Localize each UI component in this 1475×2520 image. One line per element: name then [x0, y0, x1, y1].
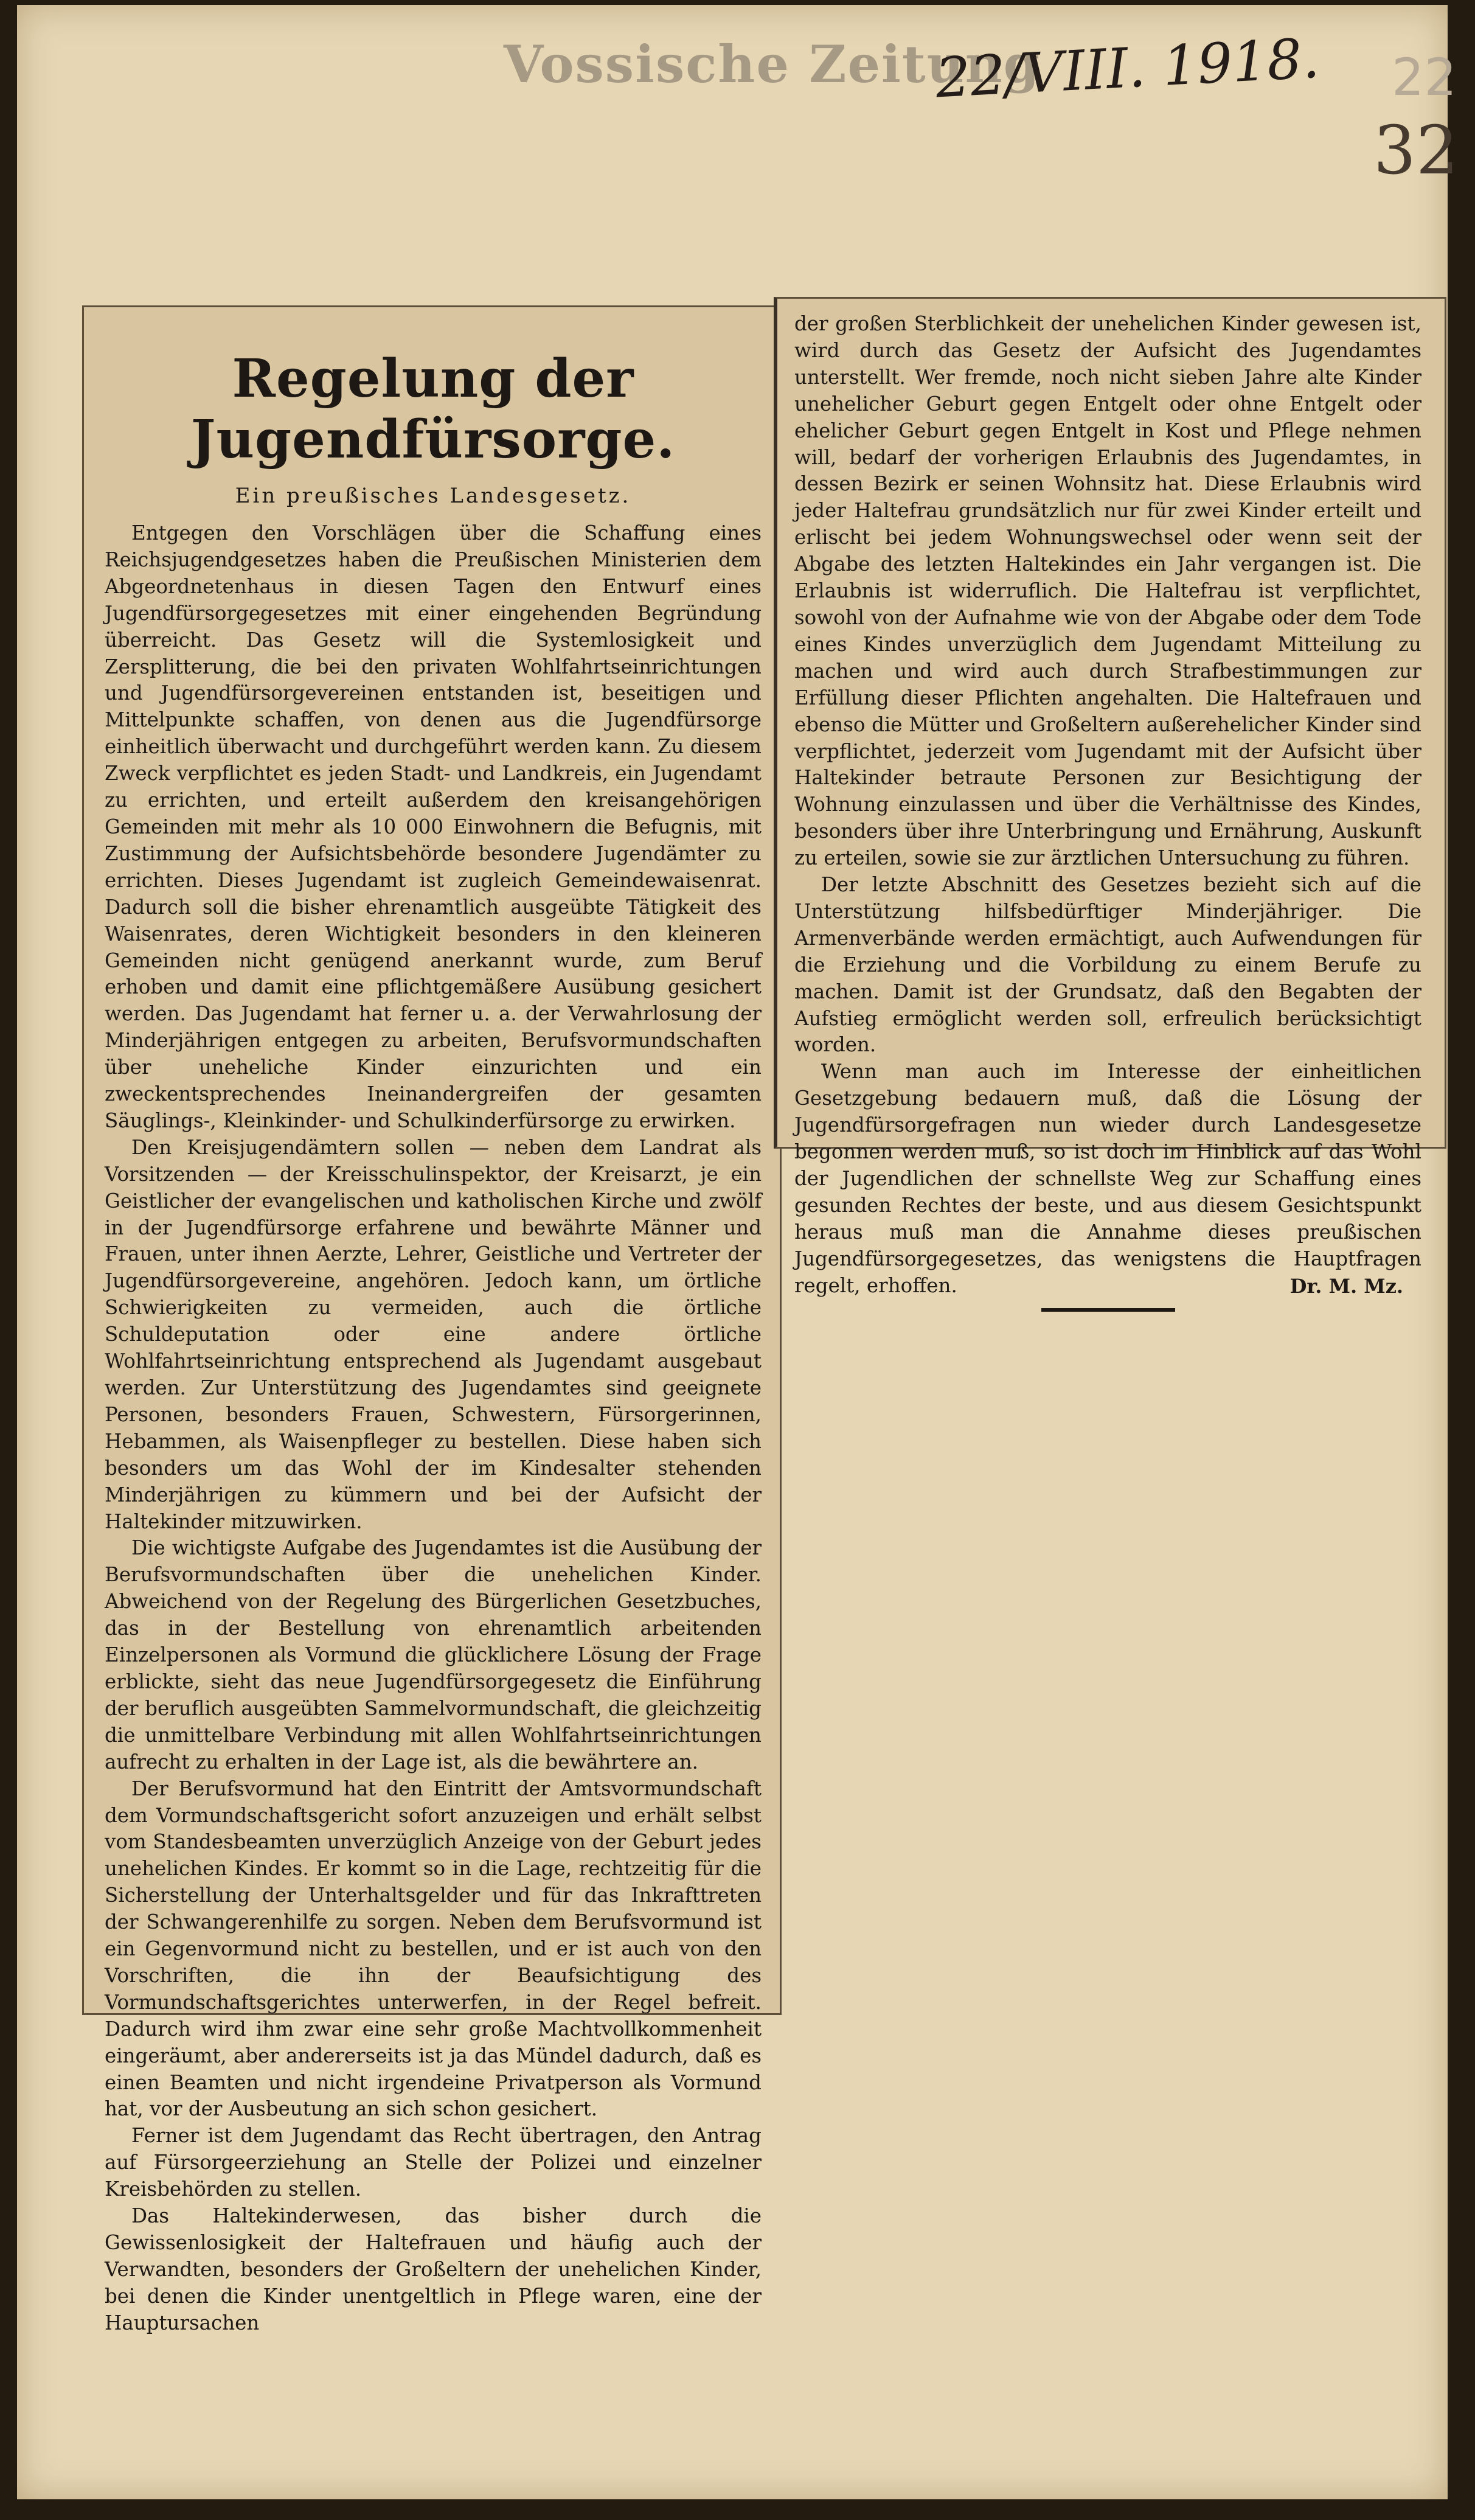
article-subtitle: Ein preußisches Landesgesetz.	[235, 484, 631, 508]
paragraph: Wenn man auch im Interesse der einheitlichen Gesetzgebung bedauern muß, daß die Lösung der Jugendfürsorgefragen nun wieder durch Landesgesetze begonnen werden muß, so ist doch im Hinblick auf das Wohl der Jugendlichen der schnellste Weg zur Schaffung eines gesunden Rechtes der beste, und aus diesem Gesichtspunkt heraus muß man die Annahme dieses preußischen Jugendfürsorgegesetzes, das wenigstens die Hauptfragen regelt, erhoffen.	[794, 1060, 1421, 1297]
author-signature: Dr. M. Mz.	[1289, 1274, 1403, 1298]
handwritten-date: 22/VIII. 1918.	[934, 26, 1321, 111]
clipping-right-column	[774, 297, 1446, 1298]
paragraph: Der letzte Abschnitt des Gesetzes bezieht sich auf die Unterstützung hilfsbedürftiger Minderjähriger. Die Armenverbände werden ermächtigt, auch Aufwendungen für die Erziehung und die Vorbildung zu einem Berufe zu machen. Damit ist der Grundsatz, daß den Begabten der Aufstieg ermöglicht werden soll, erfreulich berücksichtigt worden.	[794, 873, 1421, 1057]
paragraph: der großen Sterblichkeit der unehelichen Kinder gewesen ist, wird durch das Gesetz der Aufsicht des Jugendamtes unterstellt. Wer fremde, noch nicht sieben Jahre alte Kinder unehelicher Geburt gegen Entgelt oder ohne Entgelt oder ehelicher Geburt gegen Entgelt in Kost und Pflege nehmen will, bedarf der vorherigen Erlaubnis des Jugendamtes, in dessen Bezirk er seinen Wohnsitz hat. Diese Erlaubnis wird jeder Haltefrau grundsätzlich nur für zwei Kinder erteilt und erlischt bei jedem Wohnungswechsel oder wenn seit der Abgabe des letzten Haltekindes ein Jahr vergangen ist. Die Erlaubnis ist widerruflich. Die Haltefrau ist verpflichtet, sowohl von der Aufnahme wie von der Abgabe oder dem Tode eines Kindes unverzüglich dem Jugendamt Mitteilung zu machen und wird auch durch Strafbestimmungen zur Erfüllung dieser Pflichten angehalten. Die Haltefrauen und ebenso die Mütter und Großeltern außerehelicher Kinder sind verpflichtet, jederzeit vom Jugendamt mit der Aufsicht über Haltekinder betraute Personen zur Besichtigung der Wohnung einzulassen und über die Verhältnisse des Kindes, besonders über ihre Unterbringung und Ernährung, Auskunft zu erteilen, sowie sie zur ärztlichen Untersuchung zu führen.	[794, 312, 1421, 870]
faded-archive-number: 22	[1392, 47, 1457, 107]
paragraph: Das Haltekinderwesen, das bisher durch die Gewissenlosigkeit der Haltefrauen und häufig auch der Verwandten, besonders der Großeltern der unehelichen Kinder, bei denen die Kinder unentgeltlich in Pflege waren, eine der Hauptursachen	[105, 2204, 762, 2334]
paragraph: Entgegen den Vorschlägen über die Schaffung eines Reichsjugendgesetzes haben die Preußischen Ministerien dem Abgeordnetenhaus in diesen Tagen den Entwurf eines Jugendfürsorgegesetzes mit einer eingehenden Begründung überreicht. Das Gesetz will die Systemlosigkeit und Zersplitterung, die bei den privaten Wohlfahrtseinrichtungen und Jugendfürsorgevereinen entstanden ist, beseitigen und Mittelpunkte schaffen, von denen aus die Jugendfürsorge einheitlich überwacht und durchgeführt werden kann. Zu diesem Zweck verpflichtet es jeden Stadt- und Landkreis, ein Jugendamt zu errichten, und erteilt außerdem den kreisangehörigen Gemeinden mit mehr als 10 000 Einwohnern die Befugnis, mit Zustimmung der Aufsichtsbehörde besondere Jugendämter zu errichten. Dieses Jugendamt ist zugleich Gemeindewaisenrat. Dadurch soll die bisher ehrenamtlich ausgeübte Tätigkeit des Waisenrates, deren Wichtigkeit besonders in den kleineren Gemeinden nicht genügend anerkannt wurde, zum Beruf erhoben und damit eine pflichtgemäßere Ausübung gesichert werden. Das Jugendamt hat ferner u. a. der Verwahrlosung der Minderjährigen entgegen zu arbeiten, Berufsvormundschaften über uneheliche Kinder einzurichten und ein zweckentsprechendes Ineinandergreifen der gesamten Säuglings-, Kleinkinder- und Schulkinderfürsorge zu erwirken.	[105, 521, 762, 1132]
paragraph: Ferner ist dem Jugendamt das Recht übertragen, den Antrag auf Fürsorgeerziehung an Stelle der Polizei und einzelner Kreisbehörden zu stellen.	[105, 2124, 762, 2201]
archive-number: 32	[1373, 111, 1459, 189]
paragraph: Den Kreisjugendämtern sollen — neben dem Landrat als Vorsitzenden — der Kreisschulinspektor, der Kreisarzt, je ein Geistlicher der evangelischen und katholischen Kirche und zwölf in der Jugendfürsorge erfahrene und bewährte Männer und Frauen, unter ihnen Aerzte, Lehrer, Geistliche und Vertreter der Jugendfürsorgevereine, angehören. Jedoch kann, um örtliche Schwierigkeiten zu vermeiden, auch die örtliche Schuldeputation oder eine andere örtliche Wohlfahrtseinrichtung entsprechend als Jugendamt ausgebaut werden. Zur Unterstützung des Jugendamtes sind geeignete Personen, besonders Frauen, Schwestern, Fürsorgerinnen, Hebammen, als Waisenpfleger zu bestellen. Diese haben sich besonders um das Wohl der im Kindesalter stehenden Minderjährigen zu kümmern und bei der Aufsicht der Haltekinder mitzuwirken.	[105, 1135, 762, 1533]
blank-sheet-area	[774, 1149, 1406, 2019]
article-headline: Regelung der Jugendfürsorge.	[190, 348, 676, 470]
clipping-left-column	[82, 305, 782, 2334]
newspaper-name-stamp: Vossische Zeitung	[504, 34, 1041, 94]
paragraph: Der Berufsvormund hat den Eintritt der Amtsvormundschaft dem Vormundschaftsgericht sofort anzuzeigen und erhält selbst vom Standesbeamten unverzüglich Anzeige von der Geburt jedes unehelichen Kindes. Er kommt so in die Lage, rechtzeitig für die Sicherstellung der Unterhaltsgelder und für das Inkrafttreten der Schwangerenhilfe zu sorgen. Neben dem Berufsvormund ist ein Gegenvormund nicht zu bestellen, und er ist auch von den Vorschriften, die ihn der Beaufsichtigung des Vormundschaftsgerichtes unterwerfen, in der Regel befreit. Dadurch wird ihm zwar eine sehr große Machtvollkommenheit eingeräumt, aber andererseits ist ja das Mündel dadurch, daß es einen Beamten und nicht irgendeine Privatperson als Vormund hat, vor der Ausbeutung an sich schon gesichert.	[105, 1777, 762, 2121]
paragraph: Die wichtigste Aufgabe des Jugendamtes ist die Ausübung der Berufsvormundschaften über die unehelichen Kinder. Abweichend von der Regelung des Bürgerlichen Gesetzbuches, das in der Bestellung von ehrenamtlich arbeitenden Einzelpersonen als Vormund die glücklichere Lösung der Frage erblickte, sieht das neue Jugendfürsorgegesetz die Einführung der beruflich ausgeübten Sammelvormundschaft, die gleichzeitig die unmittelbare Verbindung mit allen Wohlfahrtseinrichtungen aufrecht zu erhalten in der Lage ist, als die bewährtere an.	[105, 1536, 762, 1773]
